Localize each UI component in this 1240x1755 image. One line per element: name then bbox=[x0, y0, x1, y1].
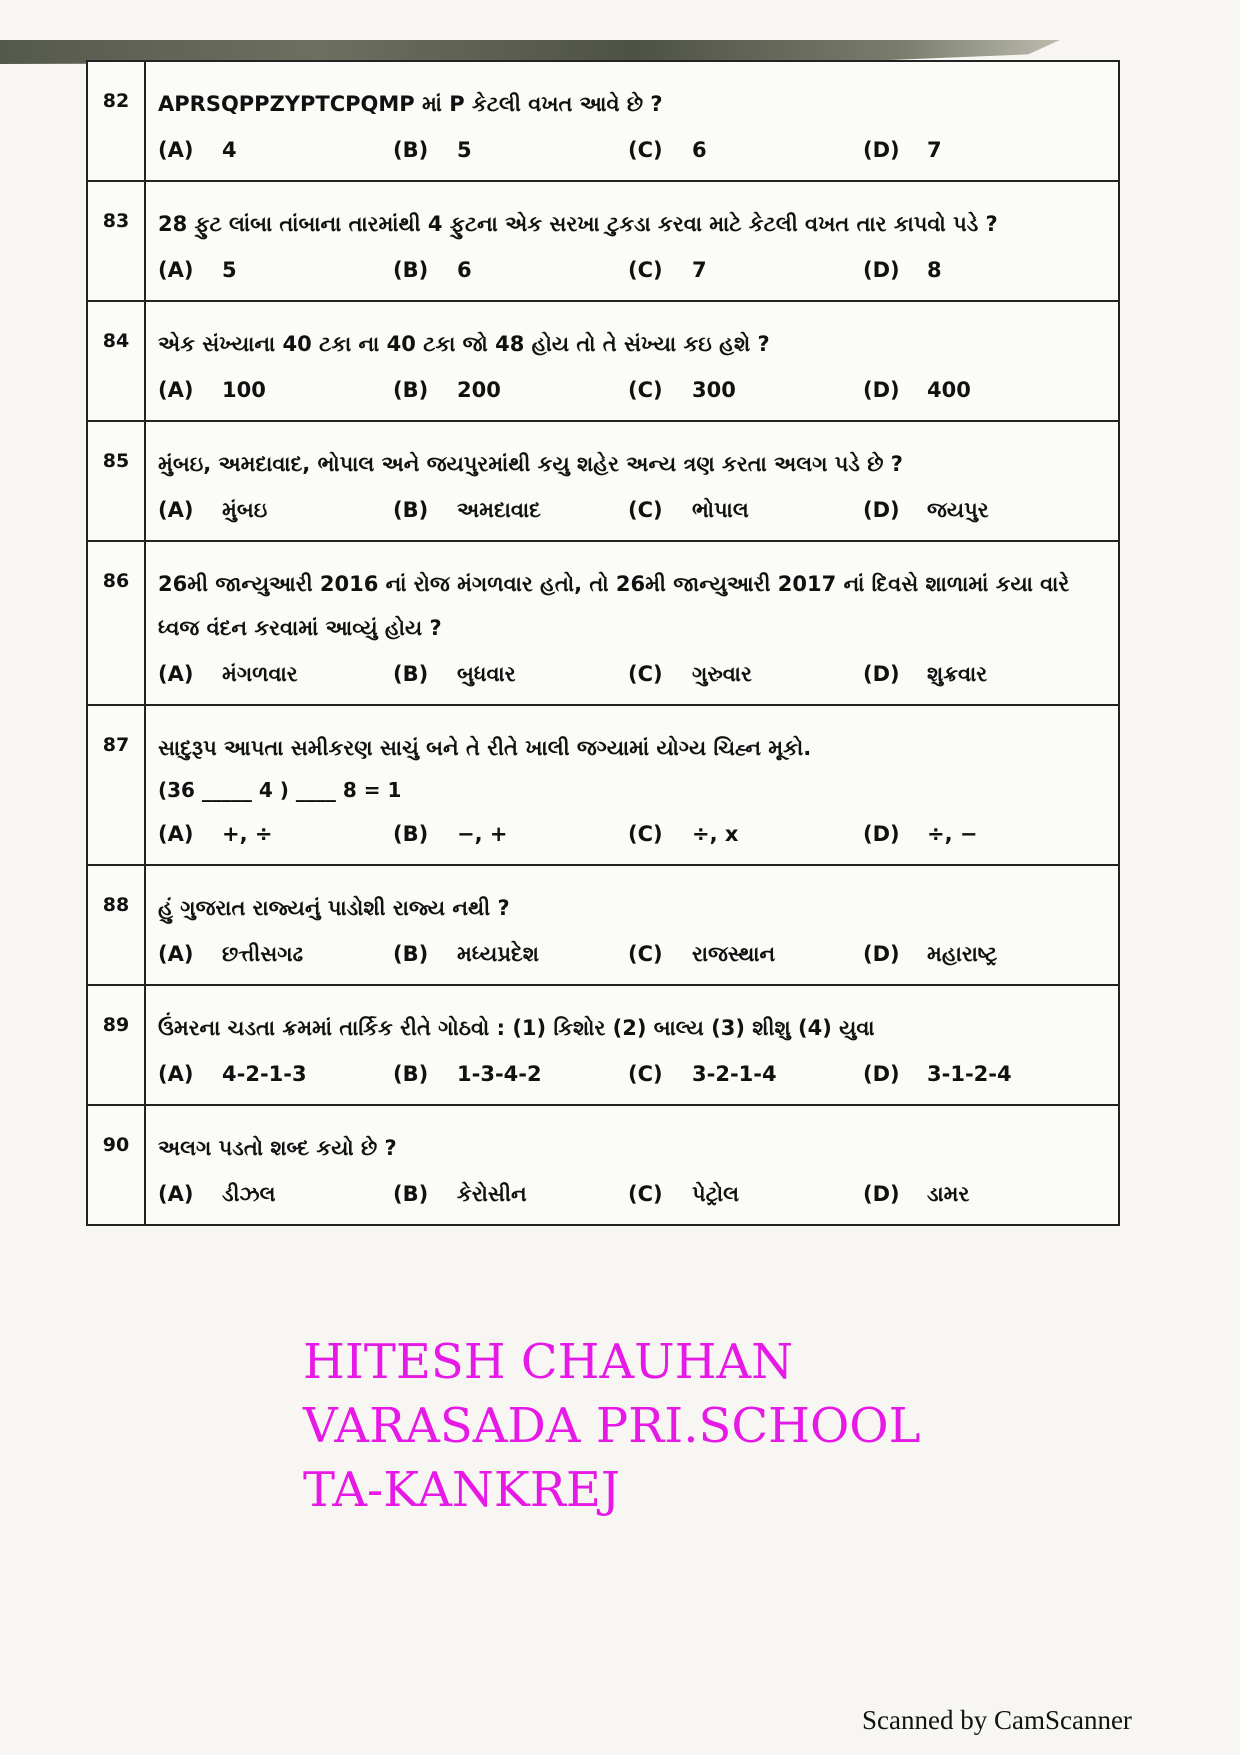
option-label: (D) bbox=[863, 138, 900, 162]
option-value: જયપુર bbox=[927, 498, 989, 522]
option bbox=[393, 1174, 628, 1214]
option bbox=[158, 250, 393, 290]
option bbox=[628, 654, 863, 694]
option-value: 4-2-1-3 bbox=[222, 1062, 307, 1086]
option-label: (D) bbox=[863, 822, 900, 846]
question-row bbox=[88, 420, 1118, 540]
option-value: 5 bbox=[222, 258, 237, 282]
option-value: ડામર bbox=[927, 1182, 970, 1206]
question-text: ઉંમરના ચડતા ક્રમમાં તાર્કિક રીતે ગોઠવો : (1) કિશોર (2) બાલ્ય (3) શીશુ (4) યુવા bbox=[158, 1016, 875, 1040]
question-number: 82 bbox=[88, 62, 146, 180]
option-label: (C) bbox=[628, 498, 663, 522]
scanner-watermark: Scanned by CamScanner bbox=[862, 1705, 1132, 1735]
option-value: 5 bbox=[457, 138, 472, 162]
question-number: 90 bbox=[88, 1106, 146, 1224]
option bbox=[863, 1054, 1098, 1094]
option bbox=[863, 654, 1098, 694]
option bbox=[863, 490, 1098, 530]
option-label: (C) bbox=[628, 942, 663, 966]
question-number: 84 bbox=[88, 302, 146, 420]
option-value: 300 bbox=[692, 378, 736, 402]
option-label: (A) bbox=[158, 822, 194, 846]
question-text: હું ગુજરાત રાજ્યનું પાડોશી રાજ્ય નથી ? bbox=[158, 896, 510, 920]
option-value: +, ÷ bbox=[222, 822, 273, 846]
option-label: (D) bbox=[863, 378, 900, 402]
options-row bbox=[158, 1174, 1106, 1214]
option bbox=[628, 490, 863, 530]
question-row bbox=[88, 300, 1118, 420]
option-label: (C) bbox=[628, 662, 663, 686]
option-label: (B) bbox=[393, 1182, 429, 1206]
option-value: મધ્યપ્રદેશ bbox=[457, 942, 539, 966]
signature-school: VARASADA PRI.SCHOOL bbox=[303, 1398, 921, 1454]
option-value: −, + bbox=[457, 822, 508, 846]
options-row bbox=[158, 490, 1106, 530]
option bbox=[393, 370, 628, 410]
option bbox=[863, 934, 1098, 974]
options-row bbox=[158, 130, 1106, 170]
question-equation: (36 _____ 4 ) ____ 8 = 1 bbox=[158, 778, 402, 802]
option bbox=[863, 370, 1098, 410]
question-body bbox=[146, 706, 1118, 864]
option bbox=[628, 934, 863, 974]
option bbox=[393, 490, 628, 530]
option bbox=[158, 1054, 393, 1094]
option-label: (D) bbox=[863, 1062, 900, 1086]
option-value: 7 bbox=[692, 258, 707, 282]
option-label: (C) bbox=[628, 138, 663, 162]
option-value: છત્તીસગઢ bbox=[222, 942, 304, 966]
question-body bbox=[146, 422, 1118, 540]
options-row bbox=[158, 934, 1106, 974]
option-value: ગુરુવાર bbox=[692, 662, 752, 686]
option bbox=[158, 370, 393, 410]
option bbox=[393, 250, 628, 290]
question-text: એક સંખ્યાના 40 ટકા ના 40 ટકા જો 48 હોય તો તે સંખ્યા કઇ હશે ? bbox=[158, 332, 770, 356]
option-value: કેરોસીન bbox=[457, 1182, 527, 1206]
option-value: 6 bbox=[457, 258, 472, 282]
option-value: મહારાષ્ટ્ર bbox=[927, 942, 998, 966]
option-label: (C) bbox=[628, 822, 663, 846]
option-value: 1-3-4-2 bbox=[457, 1062, 542, 1086]
question-number: 86 bbox=[88, 542, 146, 704]
question-row bbox=[88, 704, 1118, 864]
option-label: (C) bbox=[628, 378, 663, 402]
option bbox=[393, 130, 628, 170]
option bbox=[393, 654, 628, 694]
option bbox=[628, 814, 863, 854]
option-value: ÷, − bbox=[927, 822, 978, 846]
signature-block bbox=[303, 1330, 921, 1522]
question-body bbox=[146, 866, 1118, 984]
option bbox=[158, 934, 393, 974]
option-value: 400 bbox=[927, 378, 971, 402]
option-value: 200 bbox=[457, 378, 501, 402]
options-row bbox=[158, 814, 1106, 854]
question-number: 85 bbox=[88, 422, 146, 540]
option bbox=[393, 934, 628, 974]
option-label: (B) bbox=[393, 138, 429, 162]
question-number: 87 bbox=[88, 706, 146, 864]
question-body bbox=[146, 1106, 1118, 1224]
option-label: (A) bbox=[158, 942, 194, 966]
signature-name: HITESH CHAUHAN bbox=[303, 1334, 794, 1390]
question-text: મુંબઇ, અમદાવાદ, ભોપાલ અને જયપુરમાંથી કયુ શહેર અન્ય ત્રણ કરતા અલગ પડે છે ? bbox=[158, 452, 903, 476]
option-label: (A) bbox=[158, 662, 194, 686]
option bbox=[628, 370, 863, 410]
options-row bbox=[158, 370, 1106, 410]
question-body bbox=[146, 542, 1118, 704]
option-label: (B) bbox=[393, 822, 429, 846]
option-value: 100 bbox=[222, 378, 266, 402]
question-row bbox=[88, 180, 1118, 300]
option-label: (D) bbox=[863, 1182, 900, 1206]
option bbox=[628, 1054, 863, 1094]
question-number: 89 bbox=[88, 986, 146, 1104]
question-row bbox=[88, 864, 1118, 984]
option bbox=[393, 814, 628, 854]
question-text: APRSQPPZYPTCPQMP માં P કેટલી વખત આવે છે ? bbox=[158, 92, 663, 116]
question-row bbox=[88, 984, 1118, 1104]
option-label: (C) bbox=[628, 1062, 663, 1086]
option-label: (C) bbox=[628, 1182, 663, 1206]
question-text: 26મી જાન્યુઆરી 2016 નાં રોજ મંગળવાર હતો, તો 26મી જાન્યુઆરી 2017 નાં દિવસે શાળામાં કયા વારે ધ્વજ વંદન કરવામાં આવ્યું હોય ? bbox=[158, 572, 1070, 640]
option-value: પેટ્રોલ bbox=[692, 1182, 739, 1206]
option-label: (D) bbox=[863, 498, 900, 522]
question-table bbox=[86, 60, 1120, 1226]
option-value: અમદાવાદ bbox=[457, 498, 541, 522]
option bbox=[158, 814, 393, 854]
option-label: (D) bbox=[863, 942, 900, 966]
option-value: રાજસ્થાન bbox=[692, 942, 776, 966]
option-label: (B) bbox=[393, 662, 429, 686]
option-label: (D) bbox=[863, 662, 900, 686]
option bbox=[863, 250, 1098, 290]
option-value: મંગળવાર bbox=[222, 662, 298, 686]
question-row bbox=[88, 540, 1118, 704]
options-row bbox=[158, 654, 1106, 694]
question-number: 88 bbox=[88, 866, 146, 984]
option-value: ડીઝલ bbox=[222, 1182, 276, 1206]
question-text: અલગ પડતો શબ્દ કયો છે ? bbox=[158, 1136, 397, 1160]
option bbox=[158, 654, 393, 694]
option bbox=[158, 130, 393, 170]
option-value: 3-2-1-4 bbox=[692, 1062, 777, 1086]
question-body bbox=[146, 182, 1118, 300]
option-label: (A) bbox=[158, 498, 194, 522]
question-text: 28 ફુટ લાંબા તાંબાના તારમાંથી 4 ફુટના એક સરખા ટુકડા કરવા માટે કેટલી વખત તાર કાપવો પડે ? bbox=[158, 212, 998, 236]
option-label: (A) bbox=[158, 378, 194, 402]
option-value: 6 bbox=[692, 138, 707, 162]
option bbox=[628, 250, 863, 290]
option-label: (B) bbox=[393, 378, 429, 402]
option-value: શુક્રવાર bbox=[927, 662, 988, 686]
options-row bbox=[158, 1054, 1106, 1094]
option-label: (A) bbox=[158, 1182, 194, 1206]
option-label: (B) bbox=[393, 942, 429, 966]
question-body bbox=[146, 302, 1118, 420]
option-value: 8 bbox=[927, 258, 942, 282]
option-value: મુંબઇ bbox=[222, 498, 268, 522]
option bbox=[158, 1174, 393, 1214]
option-value: 3-1-2-4 bbox=[927, 1062, 1012, 1086]
option-label: (D) bbox=[863, 258, 900, 282]
option bbox=[863, 1174, 1098, 1214]
option-label: (C) bbox=[628, 258, 663, 282]
option bbox=[863, 814, 1098, 854]
option-label: (A) bbox=[158, 258, 194, 282]
option-value: ÷, x bbox=[692, 822, 739, 846]
question-body bbox=[146, 62, 1118, 180]
question-number: 83 bbox=[88, 182, 146, 300]
question-row bbox=[88, 62, 1118, 180]
option bbox=[158, 490, 393, 530]
option-value: 4 bbox=[222, 138, 237, 162]
question-body bbox=[146, 986, 1118, 1104]
option bbox=[393, 1054, 628, 1094]
option-label: (A) bbox=[158, 138, 194, 162]
option-label: (B) bbox=[393, 258, 429, 282]
option-label: (B) bbox=[393, 498, 429, 522]
option bbox=[628, 130, 863, 170]
question-text: સાદુરૂપ આપતા સમીકરણ સાચું બને તે રીતે ખાલી જગ્યામાં યોગ્ય ચિહ્ન મૂકો. bbox=[158, 736, 812, 760]
option-value: 7 bbox=[927, 138, 942, 162]
option-value: બુધવાર bbox=[457, 662, 516, 686]
option bbox=[628, 1174, 863, 1214]
option bbox=[863, 130, 1098, 170]
signature-taluka: TA-KANKREJ bbox=[303, 1462, 621, 1518]
question-row bbox=[88, 1104, 1118, 1224]
option-value: ભોપાલ bbox=[692, 498, 749, 522]
option-label: (A) bbox=[158, 1062, 194, 1086]
options-row bbox=[158, 250, 1106, 290]
option-label: (B) bbox=[393, 1062, 429, 1086]
